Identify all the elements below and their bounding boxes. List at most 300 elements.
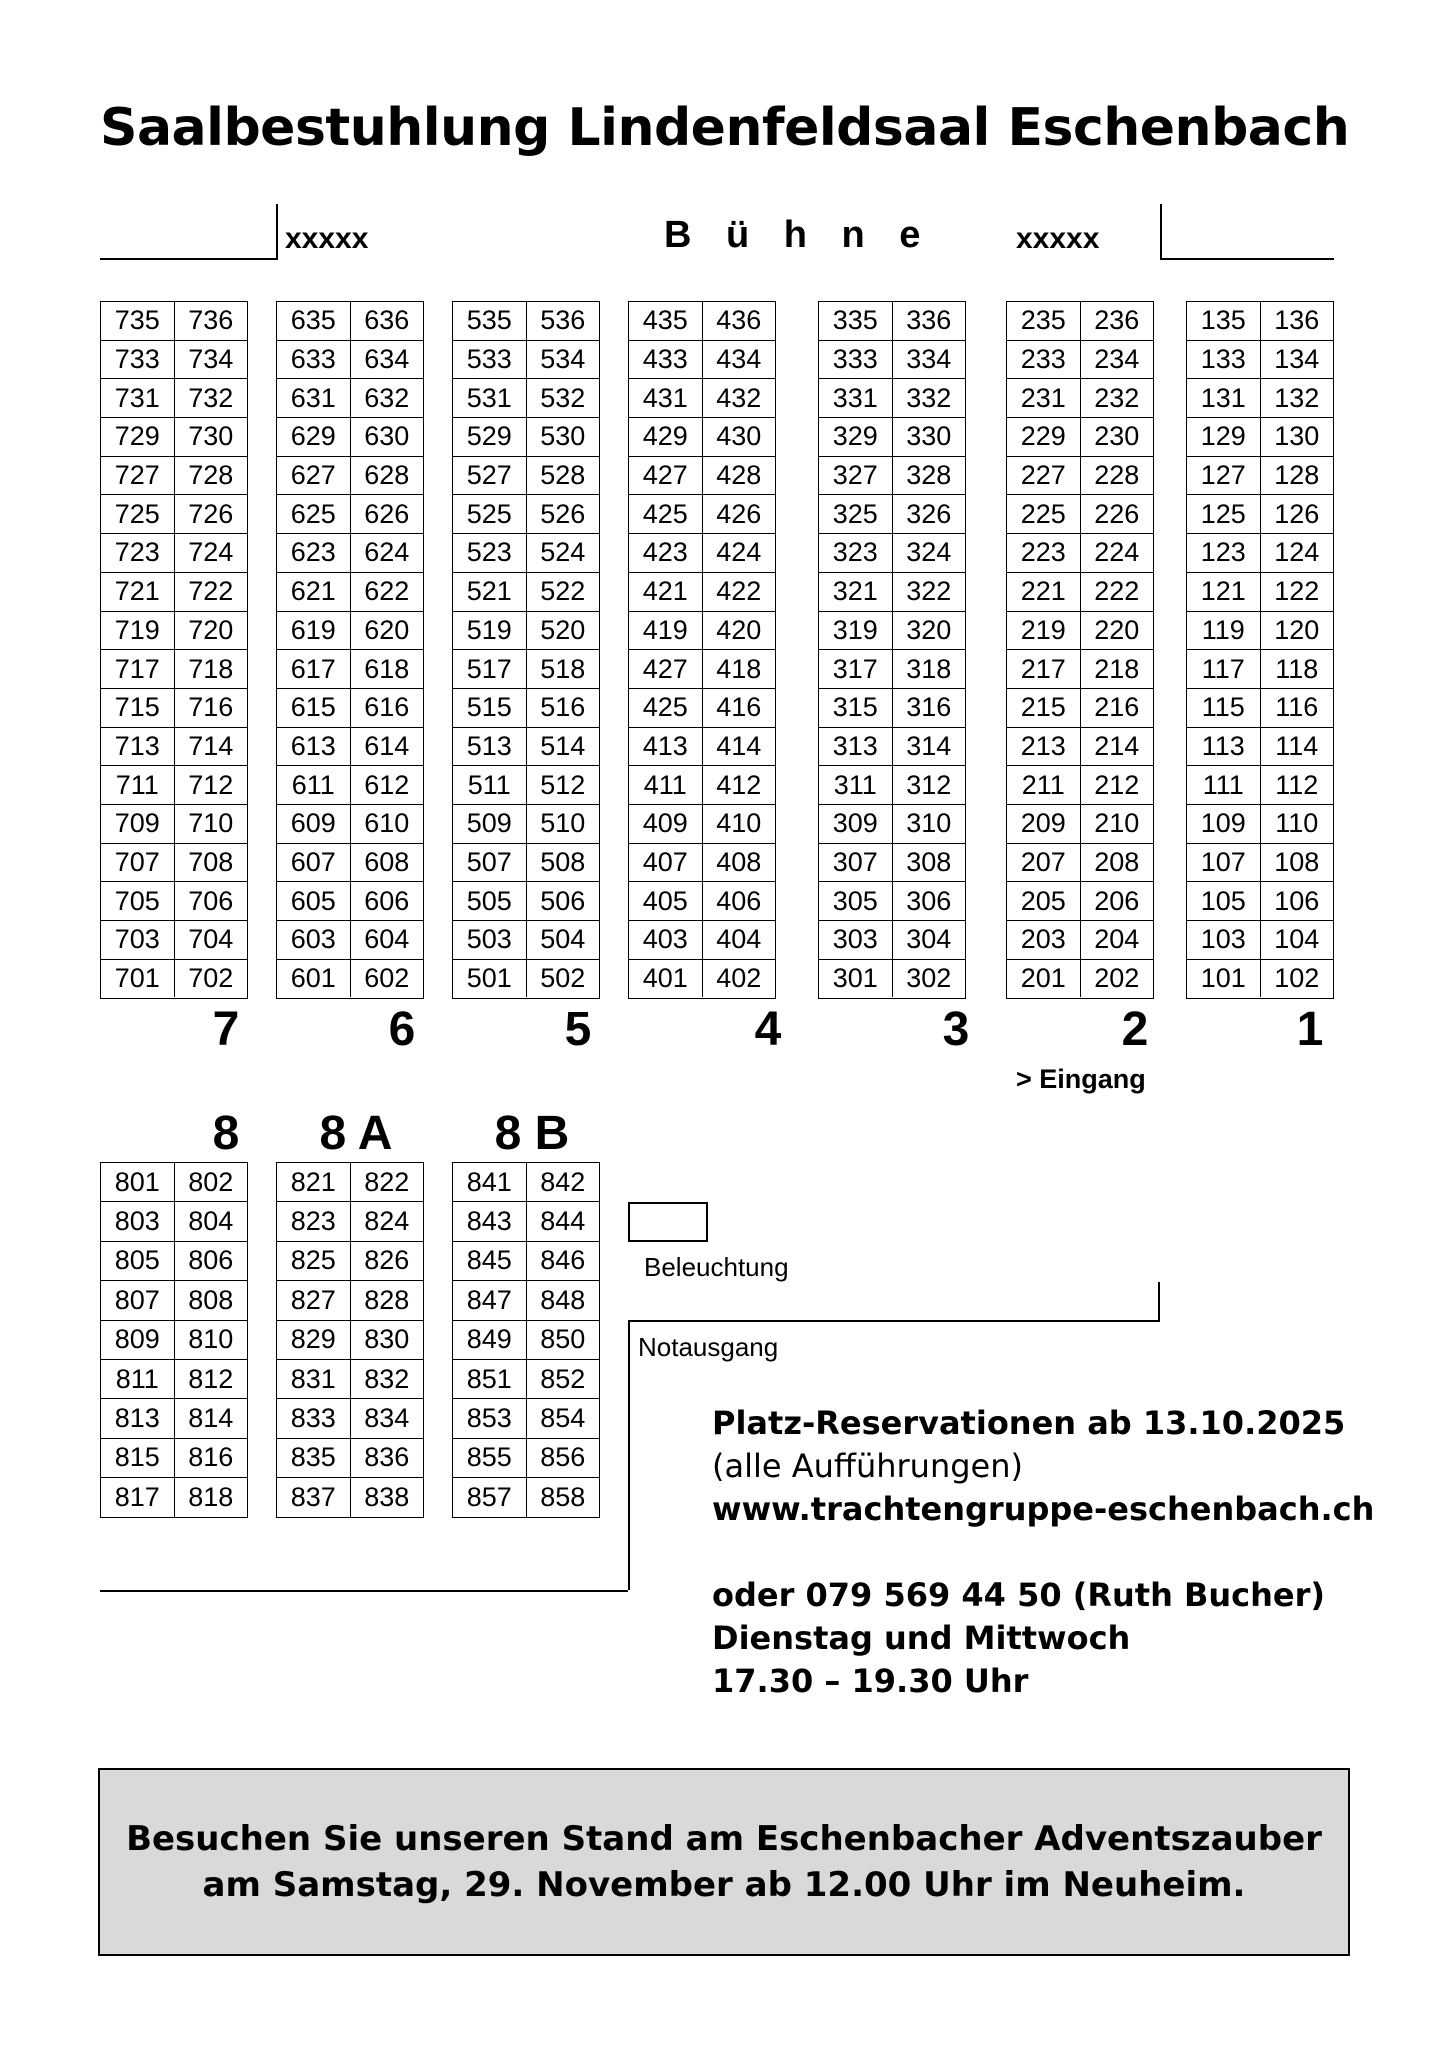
seat-number: 831 [277, 1360, 351, 1398]
reservation-days: Dienstag und Mittwoch [712, 1619, 1131, 1657]
seat-row [101, 495, 247, 534]
seat-row [1187, 689, 1333, 728]
seat-row [277, 534, 423, 573]
seat-number: 733 [101, 341, 175, 379]
seat-number: 235 [1007, 302, 1081, 340]
seat-row [819, 302, 965, 341]
seat-number: 106 [1274, 885, 1320, 916]
seat-row [1007, 728, 1153, 767]
seat-row [101, 1360, 247, 1399]
seat-number: 105 [1187, 882, 1261, 920]
seat-number: 636 [364, 305, 410, 336]
seat-number: 838 [364, 1481, 410, 1512]
seat-number: 812 [188, 1363, 234, 1394]
seat-number: 801 [101, 1163, 175, 1201]
lighting-box [628, 1202, 708, 1242]
seat-number: 834 [364, 1403, 410, 1434]
seat-number: 118 [1275, 653, 1319, 684]
seat-number: 506 [540, 885, 586, 916]
seat-number: 628 [364, 460, 410, 491]
seat-number: 220 [1094, 614, 1140, 645]
seat-number: 426 [716, 498, 762, 529]
seat-row [101, 1399, 247, 1438]
seat-number: 736 [188, 305, 234, 336]
block-label-4: 4 [754, 1003, 782, 1056]
seat-row [101, 1242, 247, 1281]
seat-number: 230 [1094, 421, 1140, 452]
seat-number: 505 [453, 882, 527, 920]
seat-number: 830 [364, 1324, 410, 1355]
seat-number: 805 [101, 1242, 175, 1280]
seat-number: 851 [453, 1360, 527, 1398]
seat-number: 809 [101, 1321, 175, 1359]
seat-row [1007, 495, 1153, 534]
lower-bottom-line [100, 1590, 628, 1592]
reservation-date: Platz-Reservationen ab 13.10.2025 [712, 1404, 1346, 1442]
seat-row [1007, 882, 1153, 921]
seat-row [453, 1478, 599, 1516]
seat-number: 234 [1094, 344, 1140, 375]
seat-number: 313 [819, 728, 893, 766]
seat-number: 735 [101, 302, 175, 340]
seat-number: 723 [101, 534, 175, 572]
seat-row [277, 766, 423, 805]
seat-number: 626 [364, 498, 410, 529]
seat-number: 612 [364, 769, 410, 800]
stage-mark-right: xxxxx [1016, 222, 1100, 255]
seating-block-8b [452, 1162, 600, 1518]
block-label-8: 8 [212, 1107, 240, 1160]
seat-number: 522 [540, 576, 586, 607]
seat-number: 125 [1187, 495, 1261, 533]
seat-row [1007, 379, 1153, 418]
seat-number: 615 [277, 689, 351, 727]
seat-number: 521 [453, 573, 527, 611]
seat-number: 205 [1007, 882, 1081, 920]
seat-number: 412 [716, 769, 762, 800]
seat-number: 223 [1007, 534, 1081, 572]
seat-number: 841 [453, 1163, 527, 1201]
seat-row [629, 766, 775, 805]
seat-number: 120 [1274, 614, 1320, 645]
seat-row [277, 960, 423, 998]
seat-number: 228 [1094, 460, 1140, 491]
seat-number: 419 [629, 612, 703, 650]
seat-row [453, 1360, 599, 1399]
seat-number: 510 [540, 808, 586, 839]
seat-number: 314 [906, 730, 952, 761]
seat-number: 418 [716, 653, 762, 684]
seat-row [453, 573, 599, 612]
seat-row [629, 805, 775, 844]
seat-row [1007, 921, 1153, 960]
seat-row [453, 1321, 599, 1360]
seat-number: 411 [629, 766, 703, 804]
seat-number: 731 [101, 379, 175, 417]
seat-number: 531 [453, 379, 527, 417]
seat-number: 215 [1007, 689, 1081, 727]
seat-number: 824 [364, 1206, 410, 1237]
seat-number: 631 [277, 379, 351, 417]
seat-number: 829 [277, 1321, 351, 1359]
seat-row [101, 1478, 247, 1516]
seat-number: 132 [1274, 382, 1320, 413]
seat-row [1187, 302, 1333, 341]
seat-row [453, 805, 599, 844]
seat-number: 802 [188, 1166, 234, 1197]
seat-number: 210 [1094, 808, 1140, 839]
seat-number: 301 [819, 960, 893, 998]
seating-block-5 [452, 301, 600, 999]
seat-number: 427 [629, 650, 703, 688]
seat-number: 619 [277, 612, 351, 650]
seat-number: 627 [277, 457, 351, 495]
seat-number: 814 [188, 1403, 234, 1434]
seat-number: 305 [819, 882, 893, 920]
seat-row [101, 573, 247, 612]
seat-number: 806 [188, 1245, 234, 1276]
seat-number: 304 [906, 924, 952, 955]
notice-line-1: Besuchen Sie unseren Stand am Eschenbacher Adventszauber [126, 1819, 1322, 1859]
stage-label: B ü h n e [664, 214, 933, 256]
seat-row [453, 844, 599, 883]
seat-number: 335 [819, 302, 893, 340]
seat-number: 717 [101, 650, 175, 688]
seat-row [819, 766, 965, 805]
seat-row [629, 457, 775, 496]
seat-number: 224 [1094, 537, 1140, 568]
seat-number: 609 [277, 805, 351, 843]
seat-number: 402 [716, 963, 762, 994]
seat-number: 852 [540, 1363, 586, 1394]
page-title: Saalbestuhlung Lindenfeldsaal Eschenbach [100, 98, 1350, 158]
seat-row [277, 1202, 423, 1241]
seat-row [629, 534, 775, 573]
seat-number: 513 [453, 728, 527, 766]
seat-number: 323 [819, 534, 893, 572]
seat-number: 509 [453, 805, 527, 843]
seat-row [453, 921, 599, 960]
seat-row [1007, 844, 1153, 883]
seat-number: 804 [188, 1206, 234, 1237]
seat-row [819, 457, 965, 496]
seat-number: 113 [1187, 728, 1261, 766]
seat-row [1187, 805, 1333, 844]
seat-row [277, 1399, 423, 1438]
seat-row [453, 882, 599, 921]
seat-row [819, 379, 965, 418]
seat-row [1187, 960, 1333, 998]
block-label-2: 2 [1121, 1003, 1149, 1056]
seat-row [101, 457, 247, 496]
seat-number: 836 [364, 1442, 410, 1473]
seat-number: 632 [364, 382, 410, 413]
seat-number: 514 [540, 730, 586, 761]
seat-row [277, 1439, 423, 1478]
seat-number: 813 [101, 1399, 175, 1437]
seat-number: 211 [1007, 766, 1081, 804]
seat-number: 219 [1007, 612, 1081, 650]
stage-mark-left: xxxxx [285, 222, 369, 255]
seat-row [277, 379, 423, 418]
seat-row [453, 1281, 599, 1320]
seat-number: 332 [906, 382, 952, 413]
seat-row [277, 573, 423, 612]
seat-row [453, 728, 599, 767]
seat-number: 432 [716, 382, 762, 413]
seat-row [277, 882, 423, 921]
seat-row [277, 495, 423, 534]
seat-number: 318 [906, 653, 952, 684]
seat-number: 727 [101, 457, 175, 495]
seat-row [1007, 766, 1153, 805]
reservation-note: (alle Aufführungen) [712, 1447, 1023, 1485]
seat-row [277, 612, 423, 651]
seating-block-4 [628, 301, 776, 999]
seat-number: 518 [540, 653, 586, 684]
seat-row [1187, 457, 1333, 496]
seat-number: 826 [364, 1245, 410, 1276]
seat-row [629, 612, 775, 651]
seat-number: 430 [716, 421, 762, 452]
seat-number: 308 [906, 846, 952, 877]
seat-number: 427 [629, 457, 703, 495]
seat-row [1187, 728, 1333, 767]
seat-number: 728 [188, 460, 234, 491]
seat-number: 233 [1007, 341, 1081, 379]
seat-row [101, 805, 247, 844]
seat-number: 110 [1275, 808, 1319, 839]
seat-number: 711 [101, 766, 175, 804]
seat-number: 207 [1007, 844, 1081, 882]
seat-number: 115 [1187, 689, 1261, 727]
seat-row [1007, 341, 1153, 380]
seat-row [629, 650, 775, 689]
seat-number: 817 [101, 1478, 175, 1516]
seat-number: 331 [819, 379, 893, 417]
seat-number: 401 [629, 960, 703, 998]
seat-row [277, 805, 423, 844]
seat-row [1007, 302, 1153, 341]
seat-row [453, 495, 599, 534]
seat-row [1187, 650, 1333, 689]
seat-number: 508 [540, 846, 586, 877]
seat-row [101, 379, 247, 418]
seat-number: 520 [540, 614, 586, 645]
seat-number: 517 [453, 650, 527, 688]
seat-number: 621 [277, 573, 351, 611]
seat-number: 828 [364, 1284, 410, 1315]
seat-row [1187, 534, 1333, 573]
seat-number: 707 [101, 844, 175, 882]
seat-row [277, 728, 423, 767]
seat-number: 329 [819, 418, 893, 456]
seat-number: 832 [364, 1363, 410, 1394]
seat-number: 803 [101, 1202, 175, 1240]
seat-row [101, 728, 247, 767]
seat-row [453, 302, 599, 341]
seat-row [1007, 457, 1153, 496]
seat-number: 625 [277, 495, 351, 533]
seat-number: 121 [1187, 573, 1261, 611]
seat-number: 720 [188, 614, 234, 645]
seat-number: 602 [364, 963, 410, 994]
seat-number: 212 [1094, 769, 1140, 800]
seat-row [277, 844, 423, 883]
seating-block-7 [100, 301, 248, 999]
seat-number: 408 [716, 846, 762, 877]
seat-row [819, 612, 965, 651]
seat-number: 815 [101, 1439, 175, 1477]
seat-number: 123 [1187, 534, 1261, 572]
seat-row [1187, 418, 1333, 457]
seating-block-3 [818, 301, 966, 999]
seat-number: 135 [1187, 302, 1261, 340]
seat-number: 605 [277, 882, 351, 920]
seat-number: 715 [101, 689, 175, 727]
seat-number: 855 [453, 1439, 527, 1477]
seat-row [1007, 573, 1153, 612]
seat-number: 634 [364, 344, 410, 375]
seat-row [819, 728, 965, 767]
seat-number: 703 [101, 921, 175, 959]
seat-row [1187, 573, 1333, 612]
seat-number: 732 [188, 382, 234, 413]
seat-row [453, 534, 599, 573]
seat-number: 429 [629, 418, 703, 456]
seat-row [101, 960, 247, 998]
seat-number: 635 [277, 302, 351, 340]
seat-row [101, 844, 247, 883]
seat-number: 208 [1094, 846, 1140, 877]
seat-number: 807 [101, 1281, 175, 1319]
exit-line-top [628, 1320, 1160, 1322]
seat-number: 327 [819, 457, 893, 495]
seat-number: 130 [1274, 421, 1320, 452]
seat-number: 730 [188, 421, 234, 452]
seat-number: 702 [188, 963, 234, 994]
seat-row [453, 1202, 599, 1241]
seat-number: 306 [906, 885, 952, 916]
seat-number: 226 [1094, 498, 1140, 529]
seat-row [629, 689, 775, 728]
seat-number: 724 [188, 537, 234, 568]
seat-number: 822 [364, 1166, 410, 1197]
seat-number: 718 [188, 653, 234, 684]
seat-number: 857 [453, 1478, 527, 1516]
seat-number: 818 [188, 1481, 234, 1512]
seat-number: 515 [453, 689, 527, 727]
seat-number: 850 [540, 1324, 586, 1355]
seat-number: 502 [540, 963, 586, 994]
seat-row [101, 882, 247, 921]
seat-number: 403 [629, 921, 703, 959]
seat-row [1187, 612, 1333, 651]
seat-number: 414 [716, 730, 762, 761]
seat-number: 324 [906, 537, 952, 568]
seat-number: 524 [540, 537, 586, 568]
seat-number: 616 [364, 692, 410, 723]
seat-number: 856 [540, 1442, 586, 1473]
seat-number: 504 [540, 924, 586, 955]
seat-number: 713 [101, 728, 175, 766]
seat-number: 204 [1094, 924, 1140, 955]
seat-number: 311 [819, 766, 893, 804]
seating-block-1 [1186, 301, 1334, 999]
seating-block-2 [1006, 301, 1154, 999]
seat-row [819, 341, 965, 380]
seat-number: 312 [906, 769, 952, 800]
seat-row [453, 379, 599, 418]
seat-number: 420 [716, 614, 762, 645]
seat-number: 114 [1275, 730, 1319, 761]
seat-number: 617 [277, 650, 351, 688]
exit-line-left-wall [628, 1320, 630, 1590]
seat-row [819, 844, 965, 883]
seat-number: 842 [540, 1166, 586, 1197]
seat-number: 436 [716, 305, 762, 336]
seat-number: 854 [540, 1403, 586, 1434]
seat-row [453, 1163, 599, 1202]
seat-number: 434 [716, 344, 762, 375]
seat-number: 307 [819, 844, 893, 882]
seat-number: 722 [188, 576, 234, 607]
seat-number: 424 [716, 537, 762, 568]
seat-number: 835 [277, 1439, 351, 1477]
seat-row [1007, 612, 1153, 651]
seat-row [101, 766, 247, 805]
seat-number: 213 [1007, 728, 1081, 766]
seat-row [277, 1321, 423, 1360]
seat-number: 624 [364, 537, 410, 568]
seat-number: 604 [364, 924, 410, 955]
seat-number: 601 [277, 960, 351, 998]
seat-row [453, 457, 599, 496]
seat-row [1007, 650, 1153, 689]
seat-number: 712 [188, 769, 234, 800]
seat-number: 128 [1274, 460, 1320, 491]
seat-number: 527 [453, 457, 527, 495]
seat-row [629, 302, 775, 341]
seat-number: 406 [716, 885, 762, 916]
seat-number: 848 [540, 1284, 586, 1315]
seat-number: 630 [364, 421, 410, 452]
seat-number: 227 [1007, 457, 1081, 495]
seat-row [1187, 921, 1333, 960]
seat-number: 101 [1187, 960, 1261, 998]
seat-number: 725 [101, 495, 175, 533]
seat-number: 833 [277, 1399, 351, 1437]
seating-block-6 [276, 301, 424, 999]
seat-number: 216 [1094, 692, 1140, 723]
seat-number: 232 [1094, 382, 1140, 413]
seat-number: 218 [1094, 653, 1140, 684]
seat-number: 633 [277, 341, 351, 379]
seat-row [1187, 882, 1333, 921]
seat-number: 849 [453, 1321, 527, 1359]
seat-number: 214 [1094, 730, 1140, 761]
seat-row [277, 689, 423, 728]
seat-number: 719 [101, 612, 175, 650]
seat-row [629, 379, 775, 418]
seat-row [629, 495, 775, 534]
seat-row [101, 1281, 247, 1320]
seat-row [101, 418, 247, 457]
lighting-label: Beleuchtung [644, 1252, 789, 1282]
seat-number: 231 [1007, 379, 1081, 417]
seat-row [1187, 379, 1333, 418]
block-label-3: 3 [942, 1003, 970, 1056]
